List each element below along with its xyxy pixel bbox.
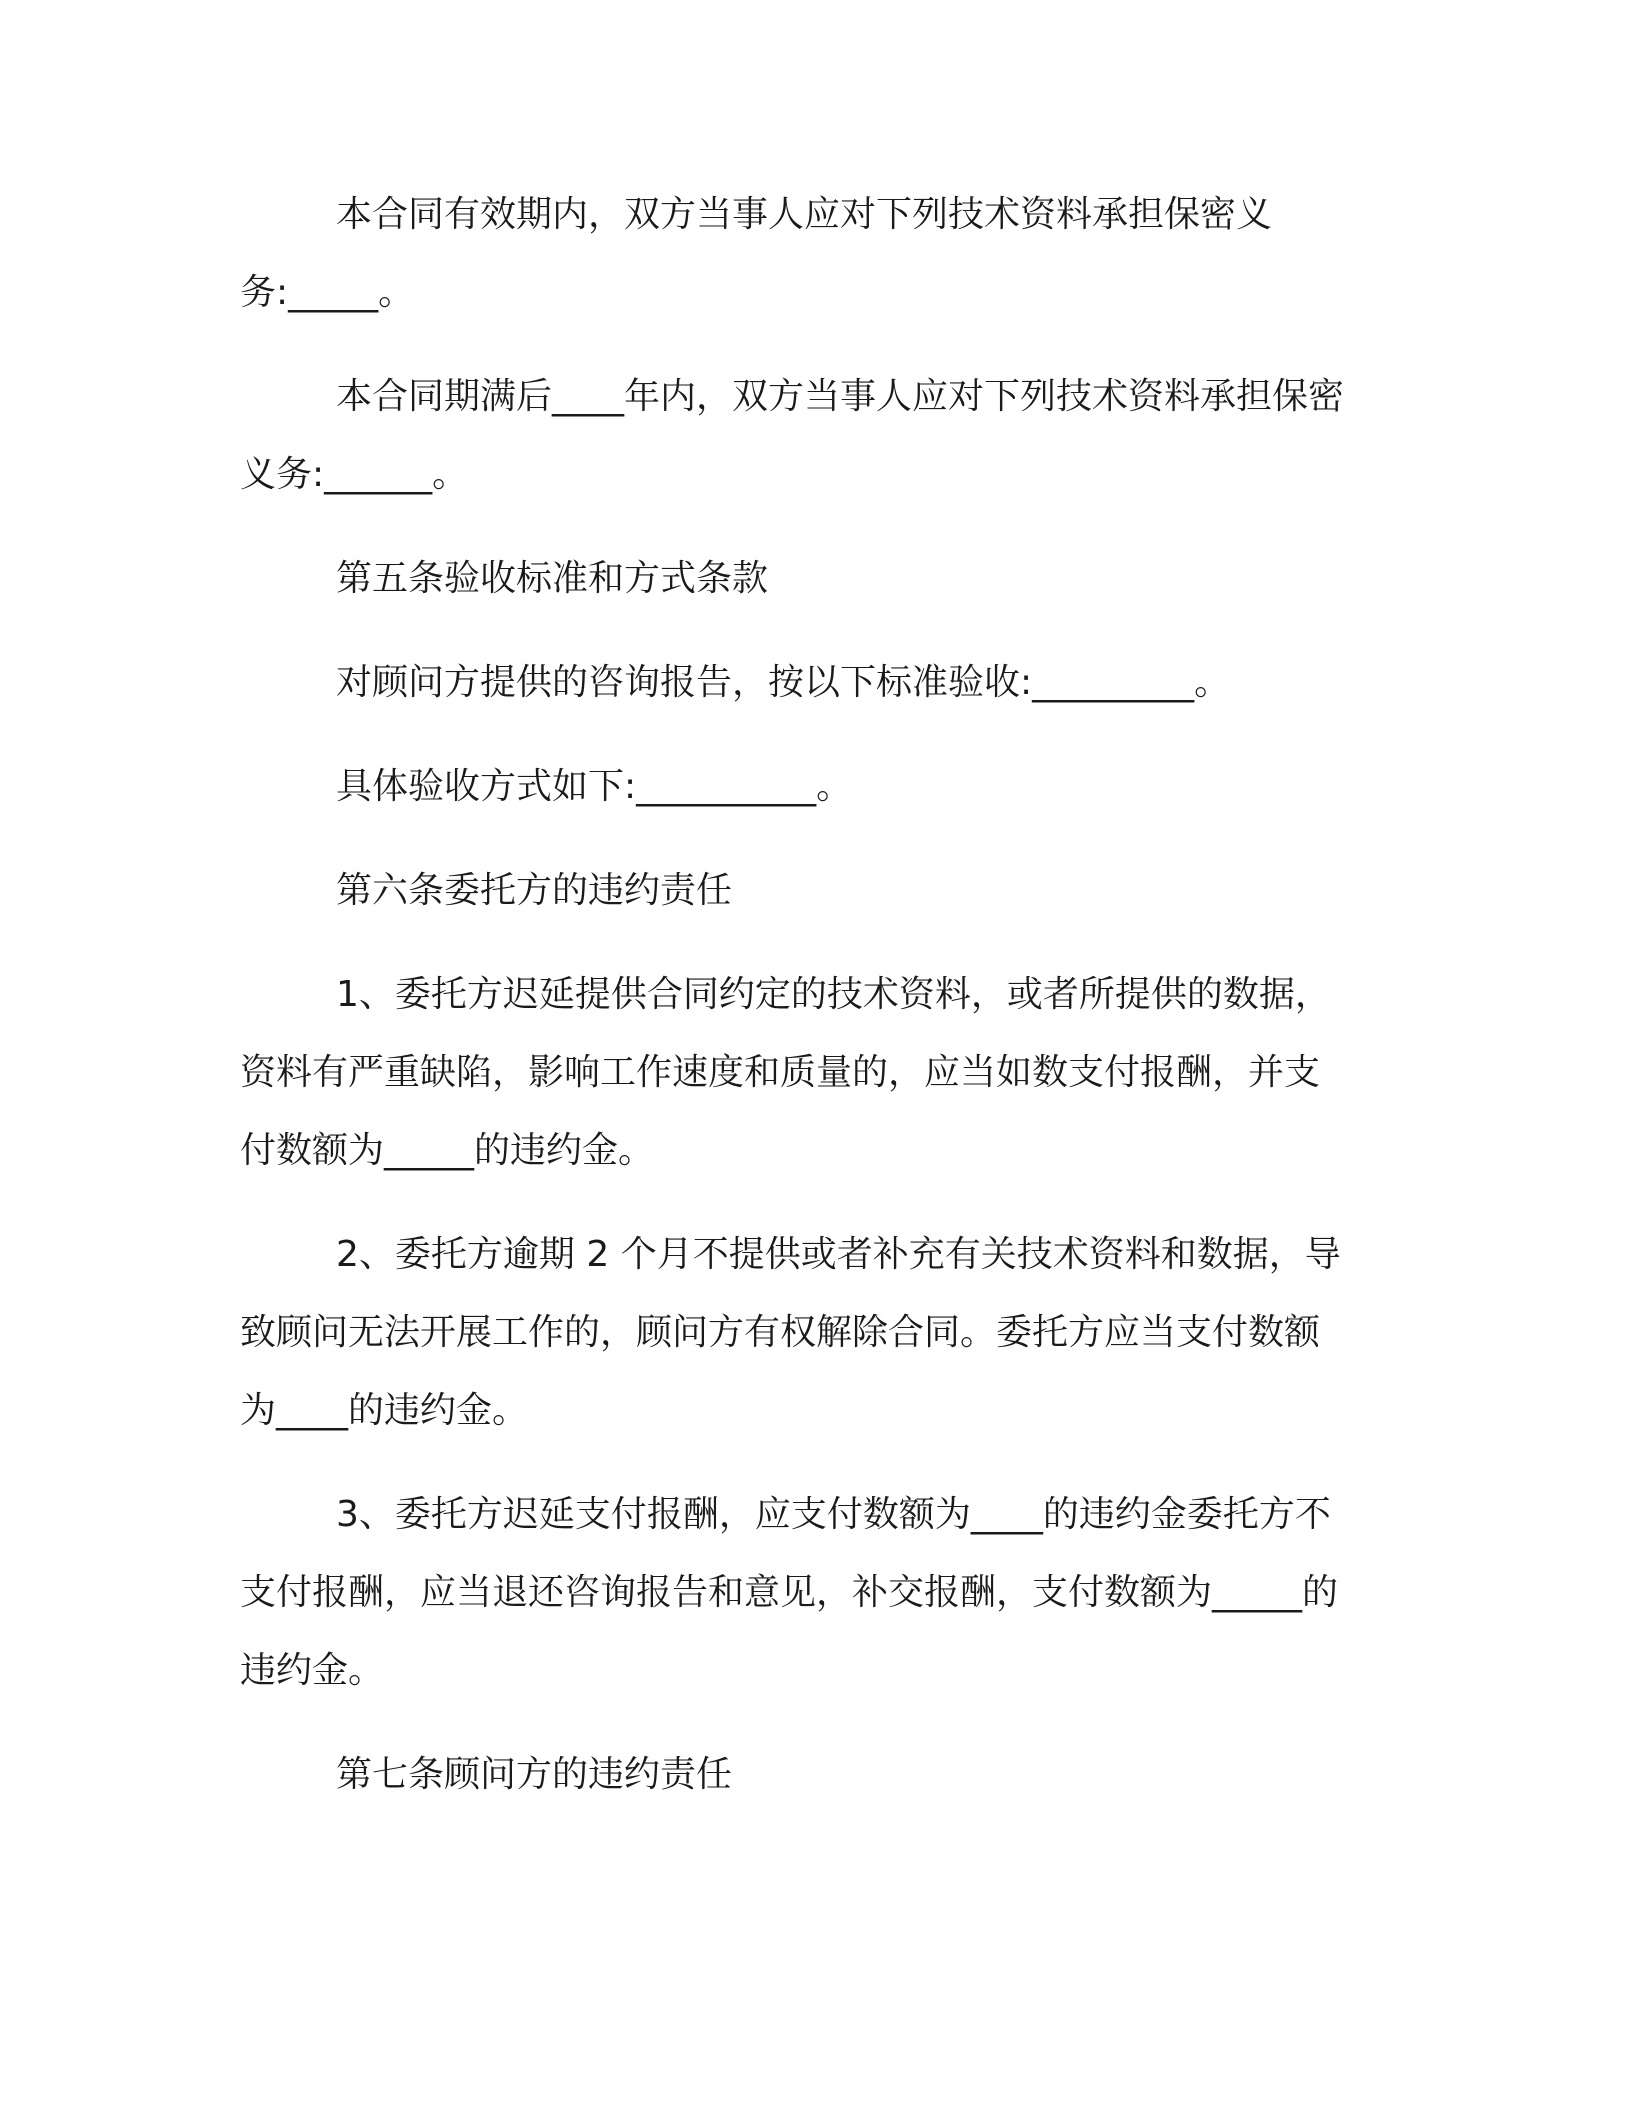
article-6-heading: 第六条委托方的违约责任 (336, 870, 733, 911)
clause-6-2-line-2: 致顾问无法开展工作的，顾问方有权解除合同。委托方应当支付数额 (240, 1312, 1321, 1353)
paragraph-acceptance-method: 具体验收方式如下:__________。 (336, 766, 853, 807)
clause-6-1-line-2: 资料有严重缺陷，影响工作速度和质量的，应当如数支付报酬，并支 (240, 1052, 1321, 1093)
clause-6-3-line-2: 支付报酬，应当退还咨询报告和意见，补交报酬，支付数额为_____的 (240, 1572, 1339, 1613)
paragraph-acceptance-standard: 对顾问方提供的咨询报告，按以下标准验收:_________。 (336, 662, 1231, 703)
clause-6-3-line-3: 违约金。 (240, 1650, 385, 1691)
clause-6-3-line-1: 3、委托方迟延支付报酬，应支付数额为____的违约金委托方不 (336, 1494, 1331, 1535)
clause-6-2-line-1: 2、委托方逾期 2 个月不提供或者补充有关技术资料和数据，导 (336, 1234, 1341, 1275)
clause-6-2-line-3: 为____的违约金。 (240, 1390, 529, 1431)
paragraph-confidentiality-line-1: 本合同有效期内，双方当事人应对下列技术资料承担保密义 (336, 194, 1273, 235)
paragraph-post-term-confidentiality-line-1: 本合同期满后____年内，双方当事人应对下列技术资料承担保密 (336, 376, 1345, 417)
paragraph-post-term-confidentiality-line-2: 义务:______。 (240, 454, 469, 495)
article-5-heading: 第五条验收标准和方式条款 (336, 558, 769, 599)
paragraph-confidentiality-line-2: 务:_____。 (240, 272, 415, 313)
clause-6-1-line-3: 付数额为_____的违约金。 (240, 1130, 655, 1171)
article-7-heading: 第七条顾问方的违约责任 (336, 1754, 733, 1795)
clause-6-1-line-1: 1、委托方迟延提供合同约定的技术资料，或者所提供的数据， (336, 974, 1331, 1015)
